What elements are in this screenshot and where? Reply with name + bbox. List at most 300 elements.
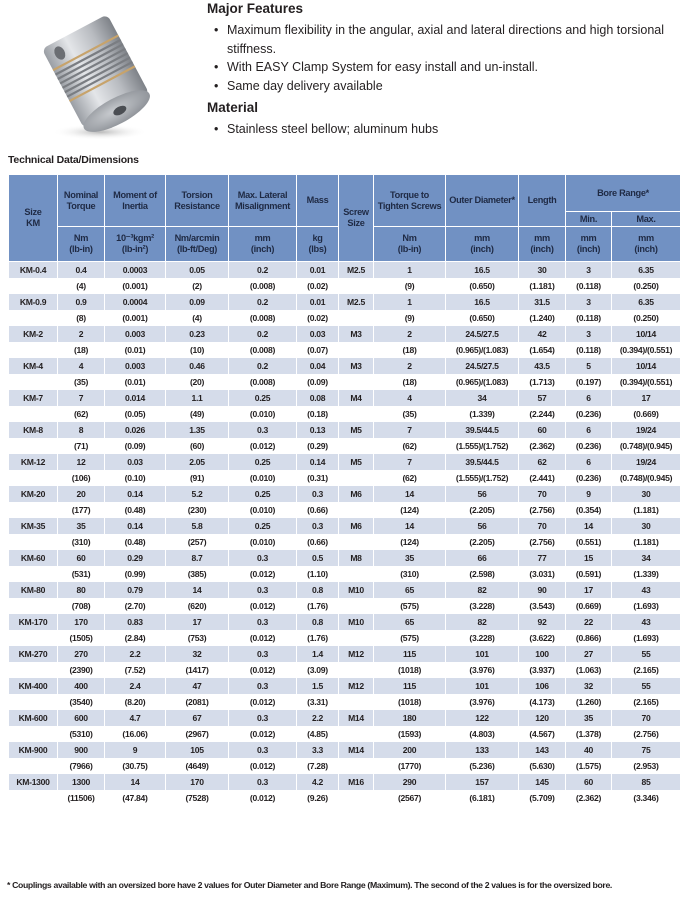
cell-torsion-resistance: 2.05 xyxy=(166,454,229,470)
cell-size-empty xyxy=(9,502,58,518)
cell-screw-size-imperial xyxy=(339,278,374,294)
cell-moment-of-inertia-imperial: (7.52) xyxy=(105,662,166,678)
cell-bore-min: 3 xyxy=(566,294,612,310)
cell-torque-tighten: 200 xyxy=(374,742,446,758)
cell-screw-size-imperial xyxy=(339,662,374,678)
cell-outer-diameter-imperial: (2.598) xyxy=(446,566,519,582)
cell-size-empty xyxy=(9,278,58,294)
cell-length: 31.5 xyxy=(519,294,566,310)
cell-mass-imperial: (0.66) xyxy=(297,502,339,518)
cell-max-lateral-imperial: (0.012) xyxy=(229,566,297,582)
cell-screw-size-imperial xyxy=(339,374,374,390)
cell-screw-size: M8 xyxy=(339,550,374,566)
cell-nominal-torque: 0.4 xyxy=(58,262,105,279)
cell-bore-max-imperial: (0.748)/(0.945) xyxy=(612,470,681,486)
cell-moment-of-inertia: 0.29 xyxy=(105,550,166,566)
cell-length-imperial: (1.240) xyxy=(519,310,566,326)
table-row xyxy=(9,614,681,630)
cell-outer-diameter: 39.5/44.5 xyxy=(446,454,519,470)
cell-mass-imperial: (3.09) xyxy=(297,662,339,678)
cell-screw-size: M16 xyxy=(339,774,374,790)
cell-torque-tighten-imperial: (18) xyxy=(374,374,446,390)
cell-torsion-resistance-imperial: (7528) xyxy=(166,790,229,806)
cell-length-imperial: (1.713) xyxy=(519,374,566,390)
cell-max-lateral-imperial: (0.012) xyxy=(229,438,297,454)
cell-torsion-resistance-imperial: (4) xyxy=(166,310,229,326)
cell-max-lateral-imperial: (0.008) xyxy=(229,374,297,390)
cell-size-empty xyxy=(9,790,58,806)
cell-screw-size: M6 xyxy=(339,518,374,534)
feature-item: • Same day delivery available xyxy=(207,77,687,96)
cell-bore-max: 10/14 xyxy=(612,326,681,342)
cell-torque-tighten-imperial: (124) xyxy=(374,502,446,518)
cell-outer-diameter: 16.5 xyxy=(446,294,519,310)
cell-moment-of-inertia-imperial: (2.84) xyxy=(105,630,166,646)
cell-torsion-resistance: 5.2 xyxy=(166,486,229,502)
cell-max-lateral: 0.25 xyxy=(229,454,297,470)
cell-moment-of-inertia: 0.03 xyxy=(105,454,166,470)
cell-outer-diameter-imperial: (3.228) xyxy=(446,598,519,614)
cell-mass: 0.04 xyxy=(297,358,339,374)
cell-mass-imperial: (0.29) xyxy=(297,438,339,454)
cell-nominal-torque-imperial: (2390) xyxy=(58,662,105,678)
cell-length: 60 xyxy=(519,422,566,438)
cell-nominal-torque-imperial: (310) xyxy=(58,534,105,550)
cell-screw-size: M3 xyxy=(339,358,374,374)
cell-mass-imperial: (9.26) xyxy=(297,790,339,806)
table-row xyxy=(9,390,681,406)
cell-mass: 0.08 xyxy=(297,390,339,406)
cell-length-imperial: (4.567) xyxy=(519,726,566,742)
cell-nominal-torque-imperial: (11506) xyxy=(58,790,105,806)
cell-screw-size-imperial xyxy=(339,726,374,742)
cell-screw-size-imperial xyxy=(339,438,374,454)
cell-length: 92 xyxy=(519,614,566,630)
cell-bore-min: 5 xyxy=(566,358,612,374)
cell-screw-size-imperial xyxy=(339,790,374,806)
cell-moment-of-inertia-imperial: (47.84) xyxy=(105,790,166,806)
unit-metric: mm xyxy=(254,233,271,243)
cell-screw-size-imperial xyxy=(339,310,374,326)
cell-torque-tighten: 7 xyxy=(374,422,446,438)
cell-bore-max: 43 xyxy=(612,582,681,598)
cell-size-empty xyxy=(9,726,58,742)
cell-torque-tighten: 115 xyxy=(374,646,446,662)
cell-max-lateral-imperial: (0.008) xyxy=(229,342,297,358)
cell-length: 42 xyxy=(519,326,566,342)
cell-torque-tighten: 2 xyxy=(374,358,446,374)
cell-moment-of-inertia-imperial: (0.48) xyxy=(105,534,166,550)
cell-screw-size-imperial xyxy=(339,502,374,518)
cell-bore-max: 30 xyxy=(612,518,681,534)
cell-moment-of-inertia: 0.79 xyxy=(105,582,166,598)
cell-torsion-resistance: 1.35 xyxy=(166,422,229,438)
cell-mass-imperial: (0.66) xyxy=(297,534,339,550)
table-row-imperial xyxy=(9,726,681,742)
material-heading: Material xyxy=(207,100,259,115)
cell-bore-max: 19/24 xyxy=(612,422,681,438)
cell-mass-imperial: (7.28) xyxy=(297,758,339,774)
cell-bore-max-imperial: (2.165) xyxy=(612,662,681,678)
cell-bore-max-imperial: (0.394)/(0.551) xyxy=(612,342,681,358)
technical-data-table xyxy=(8,174,681,806)
header-moment-of-inertia: Moment of Inertia xyxy=(105,175,166,227)
header-size: Size KM xyxy=(9,175,58,262)
header-screw-size: Screw Size xyxy=(339,175,374,262)
cell-torsion-resistance-imperial: (2081) xyxy=(166,694,229,710)
cell-bore-min: 3 xyxy=(566,262,612,279)
cell-size: KM-1300 xyxy=(9,774,58,790)
table-row-imperial xyxy=(9,630,681,646)
cell-moment-of-inertia: 4.7 xyxy=(105,710,166,726)
cell-torsion-resistance-imperial: (20) xyxy=(166,374,229,390)
header-bore-min: Min. xyxy=(566,212,612,227)
cell-mass-imperial: (0.02) xyxy=(297,310,339,326)
cell-torsion-resistance: 0.05 xyxy=(166,262,229,279)
cell-bore-max: 6.35 xyxy=(612,294,681,310)
cell-size: KM-7 xyxy=(9,390,58,406)
table-row xyxy=(9,518,681,534)
cell-size: KM-80 xyxy=(9,582,58,598)
header-outer-diameter: Outer Diameter* xyxy=(446,175,519,227)
cell-nominal-torque: 2 xyxy=(58,326,105,342)
cell-torque-tighten: 14 xyxy=(374,518,446,534)
table-row-imperial xyxy=(9,406,681,422)
cell-nominal-torque: 60 xyxy=(58,550,105,566)
unit-metric: mm xyxy=(474,233,490,243)
table-row xyxy=(9,710,681,726)
cell-moment-of-inertia-imperial: (0.01) xyxy=(105,342,166,358)
cell-torque-tighten: 7 xyxy=(374,454,446,470)
cell-outer-diameter: 34 xyxy=(446,390,519,406)
cell-max-lateral-imperial: (0.010) xyxy=(229,502,297,518)
cell-moment-of-inertia-imperial: (0.05) xyxy=(105,406,166,422)
cell-max-lateral-imperial: (0.010) xyxy=(229,470,297,486)
features-section xyxy=(207,0,687,143)
cell-mass: 0.01 xyxy=(297,262,339,279)
cell-max-lateral-imperial: (0.008) xyxy=(229,310,297,326)
cell-outer-diameter: 39.5/44.5 xyxy=(446,422,519,438)
cell-bore-min: 40 xyxy=(566,742,612,758)
cell-size: KM-12 xyxy=(9,454,58,470)
cell-size-empty xyxy=(9,694,58,710)
cell-bore-min: 22 xyxy=(566,614,612,630)
cell-max-lateral-imperial: (0.012) xyxy=(229,630,297,646)
unit-imperial: (lb-in²) xyxy=(121,244,149,254)
cell-bore-min-imperial: (0.236) xyxy=(566,470,612,486)
cell-outer-diameter: 133 xyxy=(446,742,519,758)
cell-screw-size: M14 xyxy=(339,710,374,726)
cell-moment-of-inertia-imperial: (0.001) xyxy=(105,310,166,326)
unit-length xyxy=(519,227,566,262)
cell-bore-max-imperial: (1.693) xyxy=(612,598,681,614)
cell-length: 43.5 xyxy=(519,358,566,374)
cell-size: KM-170 xyxy=(9,614,58,630)
cell-size: KM-60 xyxy=(9,550,58,566)
cell-torque-tighten-imperial: (124) xyxy=(374,534,446,550)
cell-torque-tighten-imperial: (9) xyxy=(374,310,446,326)
cell-max-lateral: 0.2 xyxy=(229,294,297,310)
cell-torque-tighten: 115 xyxy=(374,678,446,694)
cell-nominal-torque: 8 xyxy=(58,422,105,438)
cell-length: 77 xyxy=(519,550,566,566)
unit-metric: Nm xyxy=(73,233,89,243)
header-torque-tighten: Torque to Tighten Screws xyxy=(374,175,446,227)
cell-screw-size-imperial xyxy=(339,406,374,422)
table-row xyxy=(9,486,681,502)
cell-max-lateral: 0.2 xyxy=(229,326,297,342)
cell-nominal-torque: 35 xyxy=(58,518,105,534)
cell-torsion-resistance: 1.1 xyxy=(166,390,229,406)
unit-imperial: (inch) xyxy=(250,244,275,254)
cell-size: KM-900 xyxy=(9,742,58,758)
cell-bore-min: 17 xyxy=(566,582,612,598)
material-item: • Stainless steel bellow; aluminum hubs xyxy=(207,120,687,139)
cell-torque-tighten: 65 xyxy=(374,582,446,598)
header-torsion-resistance: Torsion Resistance xyxy=(166,175,229,227)
cell-outer-diameter-imperial: (0.965)/(1.083) xyxy=(446,374,519,390)
cell-torque-tighten-imperial: (1018) xyxy=(374,694,446,710)
cell-nominal-torque-imperial: (3540) xyxy=(58,694,105,710)
cell-length-imperial: (3.937) xyxy=(519,662,566,678)
cell-bore-max-imperial: (0.394)/(0.551) xyxy=(612,374,681,390)
cell-nominal-torque-imperial: (708) xyxy=(58,598,105,614)
cell-max-lateral-imperial: (0.010) xyxy=(229,406,297,422)
cell-moment-of-inertia-imperial: (2.70) xyxy=(105,598,166,614)
cell-screw-size: M12 xyxy=(339,646,374,662)
cell-bore-max-imperial: (0.250) xyxy=(612,278,681,294)
cell-outer-diameter: 82 xyxy=(446,582,519,598)
cell-max-lateral-imperial: (0.012) xyxy=(229,758,297,774)
cell-length: 70 xyxy=(519,518,566,534)
cell-nominal-torque: 80 xyxy=(58,582,105,598)
cell-outer-diameter: 56 xyxy=(446,518,519,534)
cell-torsion-resistance-imperial: (1417) xyxy=(166,662,229,678)
cell-mass-imperial: (0.31) xyxy=(297,470,339,486)
cell-bore-min: 6 xyxy=(566,390,612,406)
cell-outer-diameter-imperial: (4.803) xyxy=(446,726,519,742)
header-bore-max: Max. xyxy=(612,212,681,227)
cell-torsion-resistance: 47 xyxy=(166,678,229,694)
cell-torsion-resistance: 0.46 xyxy=(166,358,229,374)
cell-max-lateral: 0.3 xyxy=(229,550,297,566)
table-row xyxy=(9,294,681,310)
cell-length: 120 xyxy=(519,710,566,726)
cell-length-imperial: (3.543) xyxy=(519,598,566,614)
table-row xyxy=(9,582,681,598)
cell-nominal-torque-imperial: (7966) xyxy=(58,758,105,774)
cell-moment-of-inertia: 0.003 xyxy=(105,326,166,342)
cell-nominal-torque: 7 xyxy=(58,390,105,406)
cell-length-imperial: (2.756) xyxy=(519,534,566,550)
cell-torsion-resistance: 0.23 xyxy=(166,326,229,342)
cell-size: KM-270 xyxy=(9,646,58,662)
cell-torsion-resistance-imperial: (753) xyxy=(166,630,229,646)
cell-torque-tighten: 290 xyxy=(374,774,446,790)
unit-imperial: (lb-in) xyxy=(397,244,422,254)
section-title: Technical Data/Dimensions xyxy=(8,154,139,166)
cell-nominal-torque-imperial: (5310) xyxy=(58,726,105,742)
cell-bore-min-imperial: (0.118) xyxy=(566,310,612,326)
cell-outer-diameter-imperial: (2.205) xyxy=(446,502,519,518)
cell-bore-max: 75 xyxy=(612,742,681,758)
cell-mass: 0.13 xyxy=(297,422,339,438)
cell-torsion-resistance-imperial: (91) xyxy=(166,470,229,486)
cell-max-lateral: 0.25 xyxy=(229,486,297,502)
cell-mass-imperial: (0.18) xyxy=(297,406,339,422)
cell-size-empty xyxy=(9,566,58,582)
cell-bore-max: 43 xyxy=(612,614,681,630)
cell-outer-diameter: 24.5/27.5 xyxy=(446,326,519,342)
cell-max-lateral-imperial: (0.008) xyxy=(229,278,297,294)
cell-size-empty xyxy=(9,758,58,774)
cell-length: 90 xyxy=(519,582,566,598)
header-mass: Mass xyxy=(297,175,339,227)
table-row xyxy=(9,774,681,790)
cell-bore-min-imperial: (0.866) xyxy=(566,630,612,646)
cell-mass-imperial: (3.31) xyxy=(297,694,339,710)
cell-bore-max-imperial: (0.748)/(0.945) xyxy=(612,438,681,454)
cell-bore-max-imperial: (0.669) xyxy=(612,406,681,422)
unit-moment-of-inertia xyxy=(105,227,166,262)
cell-length-imperial: (1.181) xyxy=(519,278,566,294)
cell-bore-max-imperial: (2.756) xyxy=(612,726,681,742)
cell-moment-of-inertia-imperial: (30.75) xyxy=(105,758,166,774)
cell-outer-diameter-imperial: (3.976) xyxy=(446,662,519,678)
major-features-heading: Major Features xyxy=(207,1,304,16)
cell-mass-imperial: (1.76) xyxy=(297,630,339,646)
table-row-imperial xyxy=(9,598,681,614)
cell-moment-of-inertia: 0.14 xyxy=(105,486,166,502)
cell-nominal-torque-imperial: (531) xyxy=(58,566,105,582)
table-row-imperial xyxy=(9,374,681,390)
cell-bore-max-imperial: (1.693) xyxy=(612,630,681,646)
header-nominal-torque: Nominal Torque xyxy=(58,175,105,227)
cell-torsion-resistance-imperial: (230) xyxy=(166,502,229,518)
cell-length: 62 xyxy=(519,454,566,470)
footnote: * Couplings available with an oversized bore have 2 values for Outer Diameter and Bore Range (Maximum). The second of the 2 values is for the oversized bore. xyxy=(7,880,612,890)
cell-torque-tighten-imperial: (310) xyxy=(374,566,446,582)
cell-max-lateral: 0.3 xyxy=(229,678,297,694)
cell-size-empty xyxy=(9,374,58,390)
cell-outer-diameter: 56 xyxy=(446,486,519,502)
cell-bore-min-imperial: (0.236) xyxy=(566,438,612,454)
cell-max-lateral: 0.3 xyxy=(229,422,297,438)
cell-max-lateral-imperial: (0.012) xyxy=(229,726,297,742)
cell-screw-size-imperial xyxy=(339,566,374,582)
cell-torque-tighten-imperial: (62) xyxy=(374,470,446,486)
cell-torque-tighten: 1 xyxy=(374,262,446,279)
cell-torsion-resistance-imperial: (49) xyxy=(166,406,229,422)
table-row-imperial xyxy=(9,758,681,774)
cell-torsion-resistance-imperial: (257) xyxy=(166,534,229,550)
cell-outer-diameter-imperial: (0.650) xyxy=(446,310,519,326)
cell-length: 30 xyxy=(519,262,566,279)
cell-torque-tighten-imperial: (9) xyxy=(374,278,446,294)
cell-length: 57 xyxy=(519,390,566,406)
cell-max-lateral-imperial: (0.012) xyxy=(229,790,297,806)
cell-moment-of-inertia-imperial: (0.01) xyxy=(105,374,166,390)
cell-screw-size: M10 xyxy=(339,614,374,630)
cell-size-empty xyxy=(9,406,58,422)
cell-screw-size: M2.5 xyxy=(339,262,374,279)
cell-outer-diameter: 101 xyxy=(446,678,519,694)
cell-max-lateral: 0.3 xyxy=(229,614,297,630)
cell-screw-size: M10 xyxy=(339,582,374,598)
cell-bore-min: 32 xyxy=(566,678,612,694)
cell-bore-min: 15 xyxy=(566,550,612,566)
header-length: Length xyxy=(519,175,566,227)
cell-moment-of-inertia: 0.003 xyxy=(105,358,166,374)
cell-bore-min-imperial: (2.362) xyxy=(566,790,612,806)
cell-torque-tighten-imperial: (575) xyxy=(374,630,446,646)
cell-size: KM-35 xyxy=(9,518,58,534)
cell-length-imperial: (5.630) xyxy=(519,758,566,774)
unit-mass xyxy=(297,227,339,262)
cell-torque-tighten: 65 xyxy=(374,614,446,630)
cell-length: 70 xyxy=(519,486,566,502)
unit-metric: kg xyxy=(312,233,323,243)
feature-item: • With EASY Clamp System for easy install and un-install. xyxy=(207,58,687,77)
cell-bore-min-imperial: (0.197) xyxy=(566,374,612,390)
cell-bore-min: 35 xyxy=(566,710,612,726)
cell-length: 145 xyxy=(519,774,566,790)
cell-bore-min: 60 xyxy=(566,774,612,790)
table-row-imperial xyxy=(9,694,681,710)
cell-outer-diameter-imperial: (3.228) xyxy=(446,630,519,646)
cell-length: 143 xyxy=(519,742,566,758)
cell-nominal-torque-imperial: (1505) xyxy=(58,630,105,646)
cell-outer-diameter: 157 xyxy=(446,774,519,790)
cell-nominal-torque-imperial: (18) xyxy=(58,342,105,358)
cell-bore-max-imperial: (2.165) xyxy=(612,694,681,710)
cell-length-imperial: (3.622) xyxy=(519,630,566,646)
cell-max-lateral: 0.2 xyxy=(229,262,297,279)
cell-moment-of-inertia: 0.026 xyxy=(105,422,166,438)
cell-bore-min-imperial: (1.575) xyxy=(566,758,612,774)
cell-nominal-torque: 4 xyxy=(58,358,105,374)
cell-bore-min: 3 xyxy=(566,326,612,342)
cell-moment-of-inertia: 2.2 xyxy=(105,646,166,662)
cell-nominal-torque-imperial: (177) xyxy=(58,502,105,518)
cell-torsion-resistance: 105 xyxy=(166,742,229,758)
cell-torque-tighten-imperial: (2567) xyxy=(374,790,446,806)
unit-imperial: (lbs) xyxy=(308,244,327,254)
cell-mass: 2.2 xyxy=(297,710,339,726)
cell-bore-min-imperial: (0.118) xyxy=(566,342,612,358)
unit-bore-max xyxy=(612,227,681,262)
cell-size-empty xyxy=(9,470,58,486)
cell-torque-tighten: 14 xyxy=(374,486,446,502)
cell-length-imperial: (5.709) xyxy=(519,790,566,806)
bellows-coupling-image xyxy=(38,6,156,142)
cell-moment-of-inertia: 14 xyxy=(105,774,166,790)
cell-nominal-torque-imperial: (8) xyxy=(58,310,105,326)
cell-size-empty xyxy=(9,342,58,358)
table-row-imperial xyxy=(9,534,681,550)
cell-size-empty xyxy=(9,438,58,454)
cell-screw-size-imperial xyxy=(339,534,374,550)
cell-size: KM-0.4 xyxy=(9,262,58,279)
unit-metric: Nm/arcmin xyxy=(174,233,220,243)
cell-moment-of-inertia: 0.83 xyxy=(105,614,166,630)
cell-mass: 1.5 xyxy=(297,678,339,694)
cell-bore-max: 55 xyxy=(612,678,681,694)
unit-imperial: (lb-ft/Deg) xyxy=(176,244,218,254)
unit-imperial: (inch) xyxy=(634,244,658,254)
cell-nominal-torque-imperial: (4) xyxy=(58,278,105,294)
cell-bore-max: 85 xyxy=(612,774,681,790)
